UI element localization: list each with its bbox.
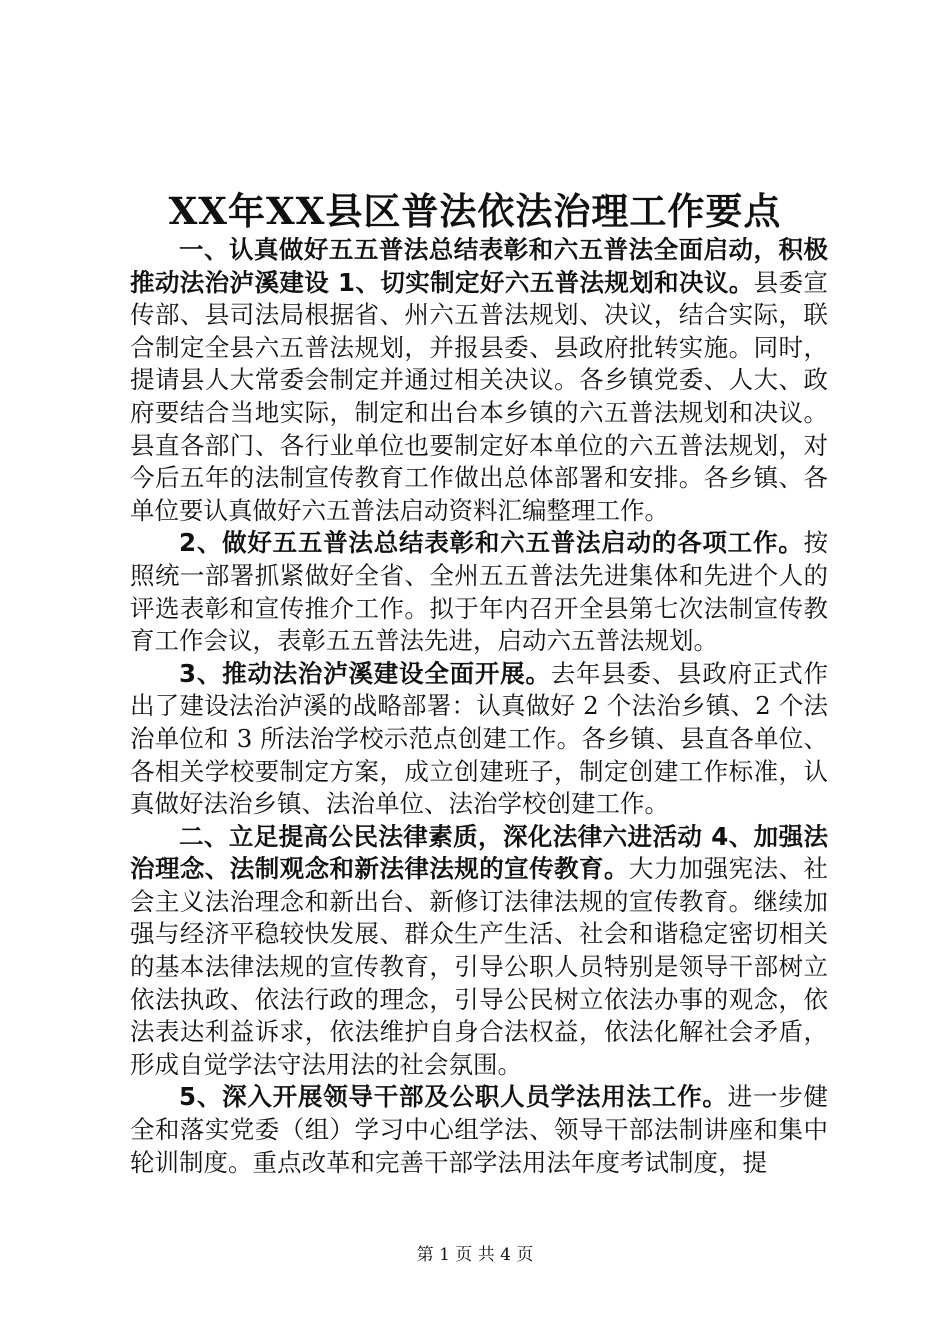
paragraph-3 xyxy=(130,658,828,821)
paragraph-2-text: 按照统一部署抓紧做好全省、全州五五普法先进集体和先进个人的评选表彰和宣传推介工作。拟于年内召开全县第七次法制宣传教育工作会议，表彰五五普法先进，启动六五普法规划。 xyxy=(130,528,828,656)
paragraph-3-heading: 3、推动法治泸溪建设全面开展。 xyxy=(179,658,551,688)
paragraph-5-text: 进一步健全和落实党委（组）学习中心组学法、领导干部法制讲座和集中轮训制度。重点改革和完善干部学法用法年度考试制度，提 xyxy=(130,1082,829,1177)
page-footer: 第 1 页 共 4 页 xyxy=(416,1245,534,1265)
paragraph-4 xyxy=(130,821,828,1082)
paragraph-3-text: 去年县委、县政府正式作出了建设法治泸溪的战略部署：认真做好 2 个法治乡镇、2 个法治单位和 3 所法治学校示范点创建工作。各乡镇、县直各单位、各相关学校要制定方案，成立创建班子，制定创建工作标准，认真做好法治乡镇、法治单位、法治学校创建工作。 xyxy=(130,658,828,819)
paragraph-4-text: 大力加强宪法、社会主义法治理念和新出台、新修订法律法规的宣传教育。继续加强与经济平稳较快发展、群众生产生活、社会和谐稳定密切相关的基本法律法规的宣传教育，引导公职人员特别是领导干部树立依法执政、依法行政的理念，引导公民树立依法办事的观念，依法表达利益诉求，依法维护自身合法权益，依法化解社会矛盾，形成自觉学法守法用法的社会氛围。 xyxy=(130,854,829,1079)
paragraph-2 xyxy=(130,527,828,657)
paragraph-2-heading: 2、做好五五普法总结表彰和六五普法启动的各项工作。 xyxy=(179,528,804,558)
document-title: XX年XX县区普法依法治理工作要点 xyxy=(168,189,782,233)
paragraph-5 xyxy=(130,1081,828,1179)
paragraph-1 xyxy=(130,234,828,527)
document-body xyxy=(130,234,828,1179)
paragraph-1-text: 县委宣传部、县司法局根据省、州六五普法规划、决议，结合实际，联合制定全县六五普法规划，并报县委、县政府批转实施。同时，提请县人大常委会制定并通过相关决议。各乡镇党委、人大、政府要结合当地实际，制定和出台本乡镇的六五普法规划和决议。县直各部门、各行业单位也要制定好本单位的六五普法规划，对今后五年的法制宣传教育工作做出总体部署和安排。各乡镇、各单位要认真做好六五普法启动资料汇编整理工作。 xyxy=(130,267,828,525)
paragraph-5-heading: 5、深入开展领导干部及公职人员学法用法工作。 xyxy=(179,1082,728,1112)
paragraph-1-heading: 一、认真做好五五普法总结表彰和六五普法全面启动，积极推动法治泸溪建设 1、切实制定好六五普法规划和决议。 xyxy=(130,235,828,297)
paragraph-4-heading: 二、立足提高公民法律素质，深化法律六进活动 4、加强法治理念、法制观念和新法律法规的宣传教育。 xyxy=(130,821,828,884)
